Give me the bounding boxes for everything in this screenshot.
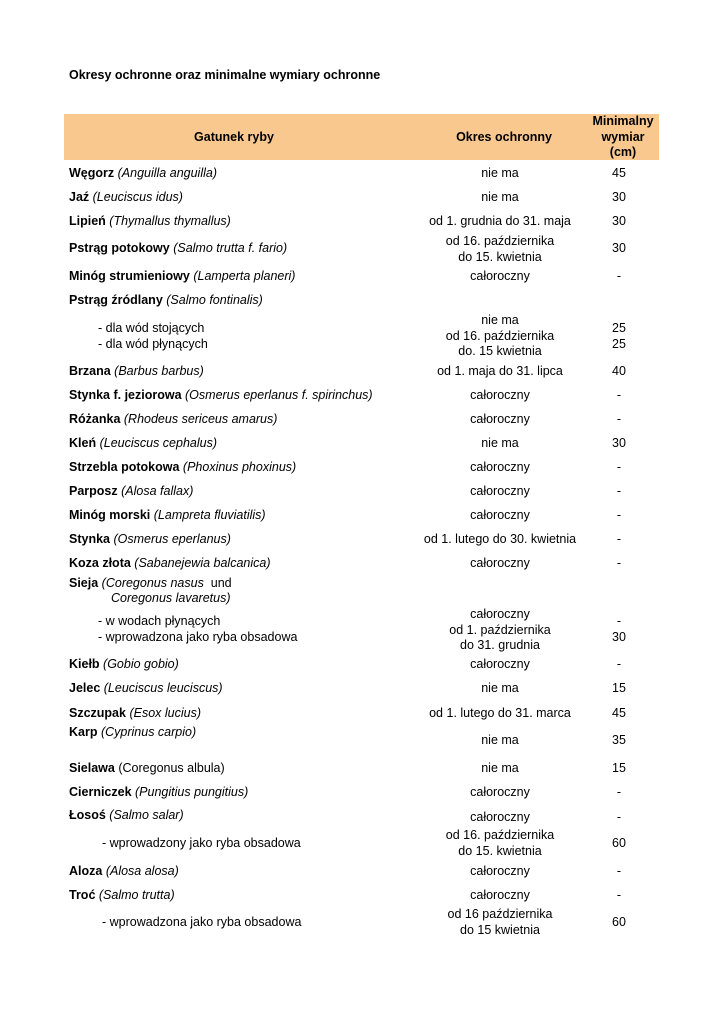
size-cell: - [616, 460, 622, 474]
species-latin: (Lampreta fluviatilis) [153, 508, 266, 522]
species-name: Brzana [69, 364, 111, 378]
size-cell: - [616, 508, 622, 522]
species-latin: (Leuciscus idus) [92, 190, 183, 204]
species-name: Karp [69, 725, 98, 739]
size-value: 30 [612, 629, 626, 644]
species-and: und [210, 576, 232, 590]
species-latin: (Thymallus thymallus) [109, 214, 231, 228]
species-cell [69, 508, 266, 524]
species-cell [69, 214, 231, 230]
size-cell: - [616, 888, 622, 902]
period-line: do. 15 kwietnia [458, 344, 542, 358]
species-cell [69, 436, 217, 452]
size-cell: - [616, 388, 622, 402]
size-cell: - [616, 532, 622, 546]
period-cell: całoroczny [470, 785, 530, 799]
species-latin: (Salmo salar) [109, 808, 184, 822]
sub-category-cell [98, 321, 208, 352]
period-line: do 15 kwietnia [460, 922, 540, 937]
species-latin-2: Coregonus lavaretus) [111, 591, 231, 605]
species-latin: (Pungitius pungitius) [135, 785, 249, 799]
species-latin: (Osmerus eperlanus f. spirinchus) [185, 388, 373, 402]
species-latin: (Salmo trutta f. fario) [173, 241, 288, 255]
size-cell [586, 321, 652, 352]
species-name: Kiełb [69, 657, 100, 671]
size-cell: 35 [612, 733, 626, 747]
species-cell [69, 388, 373, 404]
species-name: Minóg strumieniowy [69, 269, 190, 283]
period-cell: całoroczny [470, 460, 530, 474]
period-line: do 15. kwietnia [458, 843, 542, 858]
sub-category: - wprowadzona jako ryba obsadowa [102, 915, 302, 929]
species-name: Szczupak [69, 706, 126, 720]
period-line: od 16. października [445, 828, 555, 842]
species-cell [69, 484, 193, 500]
species-name: Koza złota [69, 556, 131, 570]
size-cell: 30 [612, 241, 626, 255]
size-cell: - [616, 785, 622, 799]
header-min-size-line2: wymiar [601, 129, 645, 144]
species-latin: (Osmerus eperlanus) [113, 532, 231, 546]
species-cell [69, 785, 248, 801]
species-cell [69, 460, 296, 476]
period-cell: całoroczny [470, 810, 530, 824]
species-cell [69, 241, 287, 257]
species-latin: (Esox lucius) [129, 706, 201, 720]
header-min-size-line1: Minimalny [592, 114, 654, 128]
period-line: od 16 października [447, 907, 553, 921]
size-cell: 60 [612, 836, 626, 850]
species-cell [69, 706, 201, 722]
size-cell: 30 [612, 214, 626, 228]
species-name: Łosoś [69, 808, 106, 822]
page-title: Okresy ochronne oraz minimalne wymiary ochronne [69, 68, 381, 82]
period-line: całoroczny [470, 607, 530, 621]
species-latin: (Gobio gobio) [103, 657, 179, 671]
species-latin: (Leuciscus leuciscus) [103, 681, 223, 695]
sub-category: - w wodach płynących [98, 614, 221, 628]
period-cell [400, 907, 600, 938]
period-cell [400, 313, 600, 360]
species-name: Pstrąg potokowy [69, 241, 170, 255]
species-name: Sieja [69, 576, 99, 590]
species-latin: (Coregonus nasus [101, 576, 204, 590]
species-latin: (Rhodeus sericeus amarus) [123, 412, 278, 426]
species-name: Pstrąg źródlany [69, 293, 163, 307]
size-value: 25 [612, 321, 626, 335]
size-cell: 30 [612, 436, 626, 450]
species-name: Różanka [69, 412, 121, 426]
size-value: 25 [612, 336, 626, 351]
species-name: Cierniczek [69, 785, 132, 799]
period-cell: całoroczny [470, 484, 530, 498]
period-line: od 16. października [445, 234, 555, 248]
species-name: Sielawa [69, 761, 115, 775]
species-latin: (Alosa alosa) [105, 864, 179, 878]
period-cell: od 1. grudnia do 31. maja [429, 214, 571, 228]
species-name: Jaź [69, 190, 90, 204]
sub-category: - dla wód stojących [98, 321, 205, 335]
species-cell [69, 190, 183, 206]
species-cell [69, 576, 232, 592]
species-latin: (Salmo trutta) [98, 888, 175, 902]
period-line: do 31. grudnia [460, 638, 540, 652]
species-name: Lipień [69, 214, 106, 228]
period-cell [400, 234, 600, 265]
size-cell: - [616, 269, 622, 283]
header-min-size-line3: (cm) [609, 145, 637, 159]
period-cell: całoroczny [470, 269, 530, 283]
species-latin: (Salmo fontinalis) [166, 293, 263, 307]
period-cell: nie ma [481, 733, 519, 747]
species-name: Minóg morski [69, 508, 151, 522]
size-cell: - [616, 864, 622, 878]
size-cell: - [616, 556, 622, 570]
species-name: Troć [69, 888, 96, 902]
size-cell: 60 [612, 915, 626, 929]
species-latin: (Phoxinus phoxinus) [182, 460, 297, 474]
species-cell [69, 864, 179, 880]
period-cell: nie ma [481, 166, 519, 180]
species-cell [69, 556, 271, 572]
period-cell: od 1. lutego do 31. marca [429, 706, 571, 720]
species-cell [69, 364, 204, 380]
sub-category: - wprowadzony jako ryba obsadowa [102, 836, 301, 850]
species-latin: (Alosa fallax) [121, 484, 194, 498]
species-name: Stynka [69, 532, 110, 546]
period-cell: całoroczny [470, 388, 530, 402]
size-cell: 45 [612, 706, 626, 720]
species-latin: (Coregonus albula) [118, 761, 225, 775]
species-name: Stynka f. jeziorowa [69, 388, 182, 402]
period-cell: całoroczny [470, 864, 530, 878]
size-cell [586, 614, 652, 645]
period-line: do 15. kwietnia [458, 249, 542, 264]
size-cell: 40 [612, 364, 626, 378]
sub-category-cell [98, 614, 297, 645]
species-cell [69, 412, 277, 428]
period-line: od 16. października [445, 328, 555, 343]
size-value: - [616, 614, 622, 628]
period-cell: nie ma [481, 436, 519, 450]
species-cell [69, 681, 223, 697]
period-cell: całoroczny [470, 412, 530, 426]
period-cell: od 1. maja do 31. lipca [437, 364, 563, 378]
species-name: Aloza [69, 864, 103, 878]
species-latin: (Lamperta planeri) [193, 269, 296, 283]
size-cell: 45 [612, 166, 626, 180]
header-period: Okres ochronny [456, 130, 552, 144]
species-cell [69, 293, 263, 309]
period-cell [400, 607, 600, 654]
species-name: Parposz [69, 484, 118, 498]
period-cell: całoroczny [470, 556, 530, 570]
period-cell: całoroczny [470, 508, 530, 522]
size-cell: 15 [612, 761, 626, 775]
sub-category: - dla wód płynących [98, 336, 208, 351]
size-cell: 30 [612, 190, 626, 204]
table-header [64, 114, 659, 160]
species-latin: (Sabanejewia balcanica) [134, 556, 271, 570]
period-line: od 1. października [449, 622, 551, 637]
size-cell: - [616, 810, 622, 824]
size-cell: 15 [612, 681, 626, 695]
period-cell: nie ma [481, 190, 519, 204]
species-name: Kleń [69, 436, 97, 450]
period-cell [400, 828, 600, 859]
size-cell: - [616, 657, 622, 671]
species-cell [69, 725, 196, 741]
species-cell [69, 166, 217, 182]
period-cell: od 1. lutego do 30. kwietnia [423, 532, 577, 546]
species-name: Jelec [69, 681, 101, 695]
period-cell: nie ma [481, 681, 519, 695]
species-latin: (Anguilla anguilla) [117, 166, 217, 180]
species-latin: (Leuciscus cephalus) [99, 436, 217, 450]
species-cell [69, 888, 175, 904]
header-min-size [582, 114, 664, 161]
species-name: Węgorz [69, 166, 115, 180]
period-cell: całoroczny [470, 657, 530, 671]
species-name: Strzebla potokowa [69, 460, 180, 474]
period-cell: całoroczny [470, 888, 530, 902]
species-cell [69, 657, 179, 673]
size-cell: - [616, 412, 622, 426]
sub-category: - wprowadzona jako ryba obsadowa [98, 629, 298, 644]
species-latin: (Cyprinus carpio) [100, 725, 197, 739]
period-line: nie ma [481, 313, 519, 327]
species-cell [69, 761, 225, 777]
header-species: Gatunek ryby [194, 130, 274, 144]
species-cell [69, 269, 295, 285]
period-cell: nie ma [481, 761, 519, 775]
species-cell [69, 532, 231, 548]
species-latin: (Barbus barbus) [114, 364, 204, 378]
species-cell [69, 808, 184, 824]
size-cell: - [616, 484, 622, 498]
